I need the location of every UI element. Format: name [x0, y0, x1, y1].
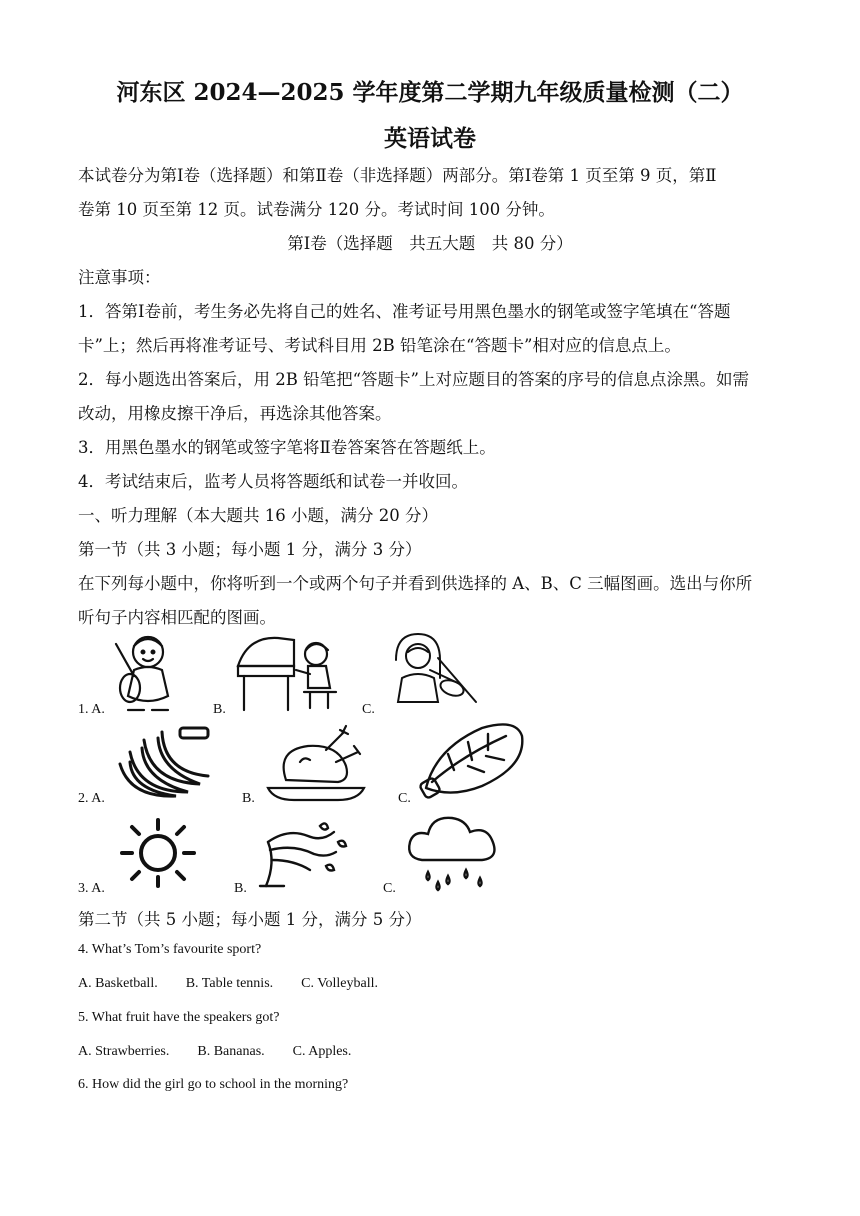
rain-cloud-icon: [404, 812, 508, 892]
intro-line-1: 本试卷分为第Ⅰ卷（选择题）和第Ⅱ卷（非选择题）两部分。第Ⅰ卷第 1 页至第 9 页，第Ⅱ: [78, 166, 717, 185]
q1-label-b: B.: [213, 702, 226, 717]
note-3: 3．用黑色墨水的钢笔或签字笔将Ⅱ卷答案答在答题纸上。: [78, 438, 496, 457]
section1-instruction-b: 听句子内容相匹配的图画。: [78, 608, 276, 627]
cabbage-icon: [418, 718, 528, 802]
question-4-option-b: B. Table tennis.: [185, 976, 274, 991]
note-2b: 改动，用橡皮擦干净后，再选涂其他答案。: [78, 404, 392, 423]
q3-label-c: C.: [383, 881, 396, 896]
question-5-option-c: C. Apples.: [292, 1044, 352, 1059]
question-6: 6. How did the girl go to school in the morning?: [78, 1077, 349, 1092]
q3-label-a: 3. A.: [78, 881, 105, 896]
question-4-options: [78, 976, 406, 992]
q3-label-b: B.: [234, 881, 247, 896]
sun-icon: [118, 816, 198, 890]
question-4-option-a: A. Basketball.: [78, 976, 158, 991]
violin-girl-icon: [386, 630, 482, 706]
section1-heading: 一、听力理解（本大题共 16 小题，满分 20 分）: [78, 506, 438, 525]
question-5-options: [78, 1044, 379, 1060]
part1-heading: 第Ⅰ卷（选择题 共五大题 共 80 分）: [287, 234, 573, 253]
section1-part2-heading: 第二节（共 5 小题；每小题 1 分，满分 5 分）: [78, 910, 422, 929]
q1-label-a: 1. A.: [78, 702, 105, 717]
question-5-option-a: A. Strawberries.: [78, 1044, 170, 1059]
q2-label-a: 2. A.: [78, 791, 105, 806]
section1-part1-heading: 第一节（共 3 小题；每小题 1 分，满分 3 分）: [78, 540, 422, 559]
note-1a: 1．答第Ⅰ卷前，考生务必先将自己的姓名、准考证号用黑色墨水的钢笔或签字笔填在“答题: [78, 302, 731, 321]
exam-title: 河东区 2024—2025 学年度第二学期九年级质量检测（二）: [116, 79, 744, 106]
windy-tree-icon: [256, 816, 356, 890]
intro-line-2: 卷第 10 页至第 12 页。试卷满分 120 分。考试时间 100 分钟。: [78, 200, 555, 219]
question-4-option-c: C. Volleyball.: [301, 976, 379, 991]
q2-label-b: B.: [242, 791, 255, 806]
roast-chicken-icon: [266, 722, 366, 802]
note-2a: 2．每小题选出答案后，用 2B 铅笔把“答题卡”上对应题目的答案的序号的信息点涂黑。如需: [78, 370, 749, 389]
note-4: 4．考试结束后，监考人员将答题纸和试卷一并收回。: [78, 472, 468, 491]
section1-instruction-a: 在下列每小题中，你将听到一个或两个句子并看到供选择的 A、B、C 三幅图画。选出与你所: [78, 574, 753, 593]
note-1b: 卡”上；然后再将准考证号、考试科目用 2B 铅笔涂在“答题卡”相对应的信息点上。: [78, 336, 681, 355]
piano-child-icon: [234, 632, 344, 716]
q2-label-c: C.: [398, 791, 411, 806]
bananas-icon: [114, 722, 214, 806]
notes-heading: 注意事项：: [78, 268, 161, 287]
guitar-child-icon: [104, 632, 184, 716]
question-5: 5. What fruit have the speakers got?: [78, 1010, 280, 1025]
q1-label-c: C.: [362, 702, 375, 717]
question-4: 4. What’s Tom’s favourite sport?: [78, 942, 262, 957]
question-5-option-b: B. Bananas.: [197, 1044, 265, 1059]
exam-subtitle: 英语试卷: [384, 125, 476, 152]
